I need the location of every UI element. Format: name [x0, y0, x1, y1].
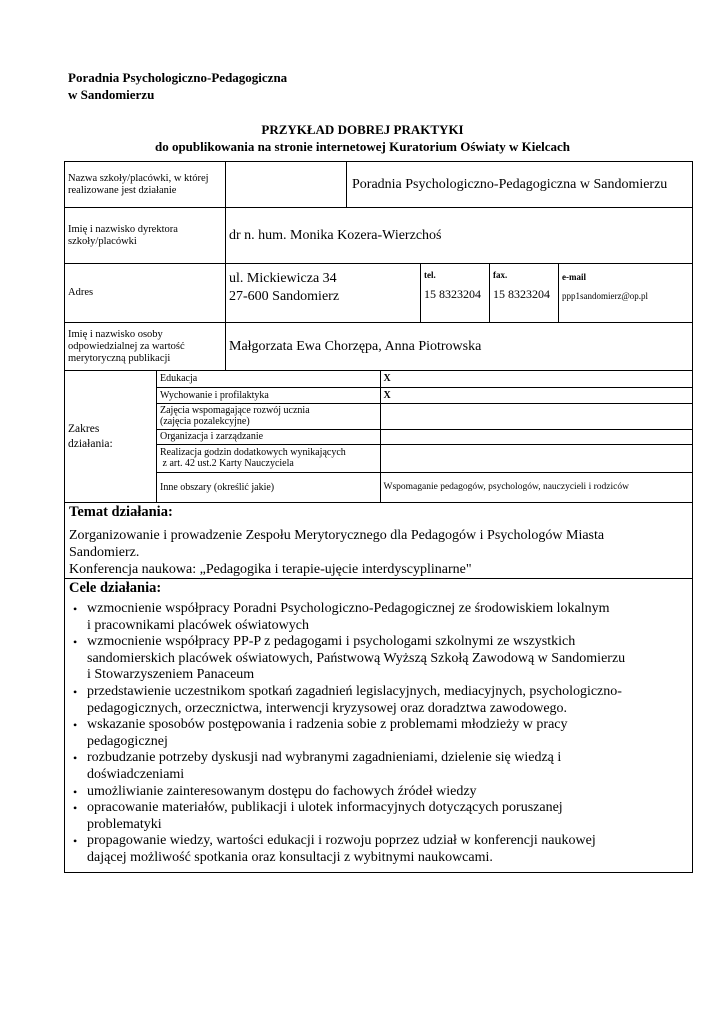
goal-line: doświadczeniami	[87, 766, 185, 782]
scope-row	[157, 387, 692, 403]
goal-item	[73, 683, 688, 717]
scope-area: Organizacja i zarządzanie	[160, 431, 264, 442]
topic-heading: Temat działania:	[69, 504, 173, 520]
org-name-line2: w Sandomierzu	[68, 87, 155, 102]
bullet-icon: •	[73, 635, 78, 650]
doc-subtitle: do opublikowania na stronie internetowej Kuratorium Oświaty w Kielcach	[154, 139, 571, 154]
bullet-icon: •	[73, 801, 78, 816]
scope-area: Edukacja	[160, 373, 198, 385]
goal-line: dającej możliwość spotkania oraz konsultacji z wybitnymi naukowcami.	[87, 849, 493, 865]
scope-row	[157, 444, 692, 472]
scope-area: Inne obszary (określić jakie)	[160, 481, 275, 493]
row-address	[65, 264, 693, 323]
address-label: Adres	[65, 264, 226, 323]
tel-value: 15 8323204	[424, 287, 481, 301]
goal-line: opracowanie materiałów, publikacji i ulotek informacyjnych dotyczących poruszanej	[87, 800, 563, 816]
row-responsible	[65, 323, 693, 371]
scope-label-line1: Zakres	[68, 422, 100, 435]
goal-item	[73, 717, 688, 750]
director-value: dr n. hum. Monika Kozera-Wierzchoś	[226, 208, 693, 264]
school-value: Poradnia Psychologiczno-Pedagogiczna w Sandomierzu	[352, 176, 668, 192]
goal-line: pedagogicznych, orzecznictwa, interwencji kryzysowej oraz doradztwa zawodowego.	[87, 700, 568, 716]
tel-label: tel.	[424, 270, 436, 280]
school-label: Nazwa szkoły/placówki, w której realizowane jest działanie	[65, 162, 226, 208]
scope-mark: X	[380, 387, 692, 403]
goal-line: umożliwianie zainteresowanym dostępu do fachowych źródeł wiedzy	[87, 783, 477, 799]
fax-value: 15 8323204	[493, 287, 550, 301]
goal-line: i pracownikami placówek oświatowych	[87, 617, 309, 633]
goal-item	[73, 601, 688, 634]
scope-table	[157, 371, 692, 502]
scope-mark	[380, 429, 692, 444]
topic-line2: Sandomierz.	[69, 545, 140, 560]
goal-line: problematyki	[87, 816, 162, 832]
scope-area: Zajęcia wspomagające rozwój ucznia	[160, 405, 310, 416]
address-street: ul. Mickiewicza 34	[229, 271, 337, 286]
scope-area-note: z art. 42 ust.2 Karty Nauczyciela	[160, 458, 294, 469]
scope-mark: X	[380, 371, 692, 387]
scope-row	[157, 429, 692, 444]
row-director	[65, 208, 693, 264]
responsible-value: Małgorzata Ewa Chorzępa, Anna Piotrowska	[226, 323, 693, 371]
bullet-icon: •	[73, 834, 78, 849]
doc-title: PRZYKŁAD DOBREJ PRAKTYKI	[261, 122, 464, 137]
bullet-icon: •	[73, 602, 78, 616]
bullet-icon: •	[73, 718, 78, 733]
scope-mark	[380, 403, 692, 429]
goal-line: i Stowarzyszeniem Panaceum	[87, 667, 255, 683]
scope-area-note: (zajęcia pozalekcyjne)	[160, 416, 250, 427]
director-label: Imię i nazwisko dyrektora szkoły/placówki	[65, 208, 226, 264]
goal-line: wzmocnienie współpracy Poradni Psychologiczno-Pedagogicznej ze środowiskiem lokalnym	[87, 601, 610, 616]
goals-heading: Cele działania:	[69, 580, 162, 596]
scope-row	[157, 371, 692, 387]
row-school	[65, 162, 693, 208]
scope-mark-other: Wspomaganie pedagogów, psychologów, nauczycieli i rodziców	[380, 472, 692, 502]
scope-mark	[380, 444, 692, 472]
goal-item	[73, 750, 688, 783]
topic-line3: Konferencja naukowa: „Pedagogika i terapie-ujęcie interdyscyplinarne"	[69, 562, 472, 577]
goal-item	[73, 800, 688, 833]
bullet-icon: •	[73, 684, 78, 699]
goals-list	[69, 601, 688, 867]
org-name-line1: Poradnia Psychologiczno-Pedagogiczna	[68, 70, 288, 85]
fax-label: fax.	[493, 270, 508, 280]
scope-area: Wychowanie i profilaktyka	[160, 389, 269, 401]
goal-line: pedagogicznej	[87, 733, 168, 749]
bullet-icon: •	[73, 784, 78, 799]
form-table	[64, 161, 693, 873]
goal-line: przedstawienie uczestnikom spotkań zagadnień legislacyjnych, mediacyjnych, psychologiczno-	[87, 683, 622, 699]
goal-item	[73, 783, 688, 801]
goal-line: propagowanie wiedzy, wartości edukacji i rozwoju poprzez udział w konferencji naukowej	[87, 833, 596, 849]
goal-line: wzmocnienie współpracy PP-P z pedagogami i psychologami szkolnymi ze wszystkich	[87, 634, 576, 650]
goal-line: wskazanie sposobów postępowania i radzenia sobie z problemami młodzieży w pracy	[87, 717, 568, 733]
email-label: e-mail	[562, 272, 586, 282]
email-value: ppp1sandomierz@op.pl	[562, 291, 649, 301]
scope-label-line2: działania:	[68, 437, 113, 450]
goal-item	[73, 634, 688, 684]
address-city: 27-600 Sandomierz	[229, 289, 340, 304]
goal-line: rozbudzanie potrzeby dyskusji nad wybranymi zagadnieniami, dzielenie się wiedzą i	[87, 750, 562, 766]
scope-area: Realizacja godzin dodatkowych wynikających	[160, 447, 346, 458]
goal-item	[73, 833, 688, 866]
goal-line: sandomierskich placówek oświatowych, Państwową Wyższą Szkołą Zawodową w Sandomierzu	[87, 650, 626, 666]
row-scope	[65, 371, 693, 503]
responsible-label: Imię i nazwisko osoby odpowiedzialnej za wartość merytoryczną publikacji	[65, 323, 226, 371]
row-goals	[65, 579, 693, 873]
row-topic	[65, 503, 693, 579]
topic-line1: Zorganizowanie i prowadzenie Zespołu Merytorycznego dla Pedagogów i Psychologów Miasta	[69, 528, 605, 543]
scope-row	[157, 472, 692, 502]
bullet-icon: •	[73, 751, 78, 766]
scope-row	[157, 403, 692, 429]
